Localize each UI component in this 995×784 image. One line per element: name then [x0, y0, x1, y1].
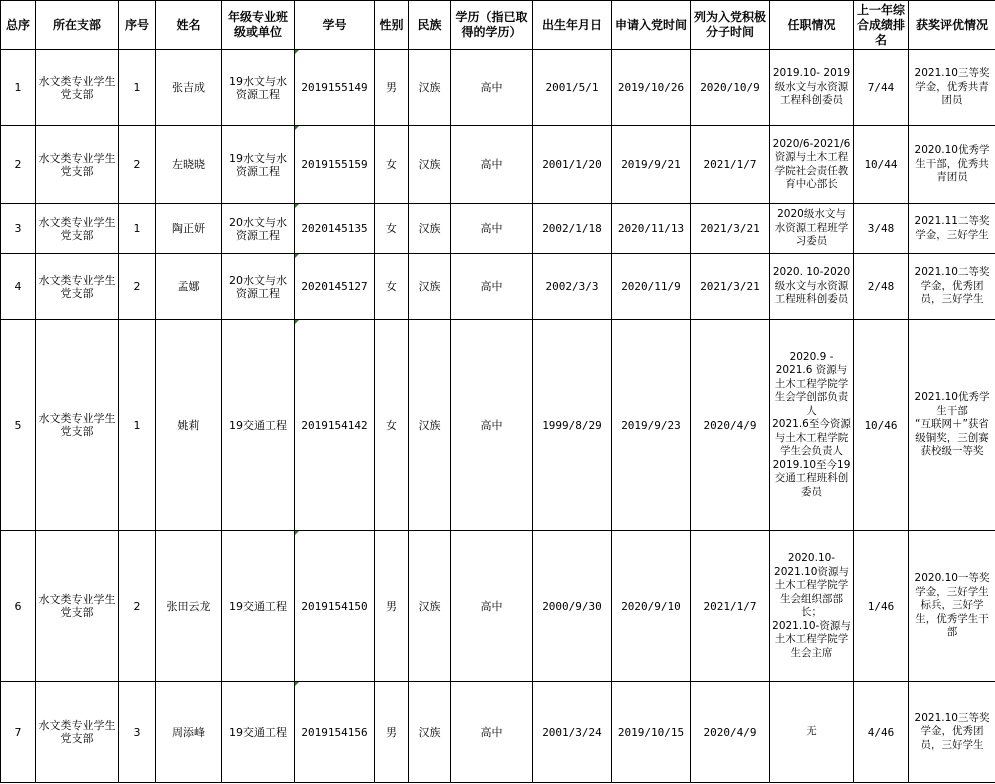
cell-edu: 高中	[451, 254, 533, 320]
cell-class: 19交通工程	[222, 682, 295, 783]
cell-class: 19交通工程	[222, 531, 295, 682]
cell-gender: 男	[375, 682, 409, 783]
cell-apply: 2019/10/15	[612, 682, 691, 783]
cell-edu: 高中	[451, 204, 533, 254]
cell-apply: 2019/9/21	[612, 126, 691, 204]
header-apply: 申请入党时间	[612, 1, 691, 50]
cell-post: 2020.9 - 2021.6 资源与土木工程学院学生会学创部负责人 2021.6至今资源与土木工程学院学生会负责人 2019.10至今19交通工程班科创委员	[770, 320, 854, 531]
cell-name: 周添峰	[156, 682, 222, 783]
cell-student-id: 2019154150	[295, 531, 375, 682]
cell-active: 2021/3/21	[691, 204, 770, 254]
header-award: 获奖评优情况	[909, 1, 995, 50]
header-active: 列为入党积极分子时间	[691, 1, 770, 50]
cell-name: 左晓晓	[156, 126, 222, 204]
cell-branch: 水文类专业学生党支部	[36, 682, 119, 783]
cell-edu: 高中	[451, 531, 533, 682]
cell-seq: 3	[119, 682, 156, 783]
cell-seq: 2	[119, 126, 156, 204]
cell-branch: 水文类专业学生党支部	[36, 531, 119, 682]
cell-active: 2020/10/9	[691, 50, 770, 126]
cell-total: 4	[1, 254, 36, 320]
cell-award: 2020.10一等奖学金，三好学生标兵，三好学生，优秀学生干部	[909, 531, 995, 682]
cell-award: 2021.11二等奖学金，三好学生	[909, 204, 995, 254]
cell-student-id: 2020145127	[295, 254, 375, 320]
cell-branch: 水文类专业学生党支部	[36, 254, 119, 320]
cell-student-id: 2019154142	[295, 320, 375, 531]
cell-name: 姚莉	[156, 320, 222, 531]
cell-post: 2020级水文与水资源工程班学习委员	[770, 204, 854, 254]
cell-edu: 高中	[451, 126, 533, 204]
cell-student-id: 2019155159	[295, 126, 375, 204]
cell-ethnic: 汉族	[409, 531, 451, 682]
cell-rank: 2/48	[854, 254, 909, 320]
table-row	[1, 50, 995, 126]
cell-active: 2020/4/9	[691, 320, 770, 531]
cell-gender: 女	[375, 320, 409, 531]
header-seq: 序号	[119, 1, 156, 50]
cell-student-id: 2019155149	[295, 50, 375, 126]
cell-post: 2020/6-2021/6资源与土木工程学院社会责任教育中心部长	[770, 126, 854, 204]
cell-apply: 2019/9/23	[612, 320, 691, 531]
cell-gender: 男	[375, 531, 409, 682]
cell-rank: 4/46	[854, 682, 909, 783]
cell-post: 无	[770, 682, 854, 783]
cell-name: 陶正妍	[156, 204, 222, 254]
cell-apply: 2020/9/10	[612, 531, 691, 682]
cell-ethnic: 汉族	[409, 126, 451, 204]
cell-seq: 1	[119, 204, 156, 254]
header-ethnic: 民族	[409, 1, 451, 50]
cell-class: 19水文与水资源工程	[222, 126, 295, 204]
cell-total: 1	[1, 50, 36, 126]
cell-ethnic: 汉族	[409, 50, 451, 126]
table-row	[1, 320, 995, 531]
cell-seq: 1	[119, 320, 156, 531]
cell-class: 20水文与水资源工程	[222, 204, 295, 254]
cell-class: 19水文与水资源工程	[222, 50, 295, 126]
cell-edu: 高中	[451, 50, 533, 126]
cell-award: 2021.10优秀学生干部 “互联网＋”获省级铜奖，三创赛获校级一等奖	[909, 320, 995, 531]
header-id: 学号	[295, 1, 375, 50]
cell-rank: 3/48	[854, 204, 909, 254]
cell-rank: 10/44	[854, 126, 909, 204]
header-name: 姓名	[156, 1, 222, 50]
header-row	[1, 1, 995, 50]
cell-total: 7	[1, 682, 36, 783]
cell-gender: 女	[375, 254, 409, 320]
cell-award: 2021.10三等奖学金，优秀团员，三好学生	[909, 682, 995, 783]
header-rank: 上一年综合成绩排名	[854, 1, 909, 50]
cell-apply: 2020/11/9	[612, 254, 691, 320]
cell-birth: 2001/3/24	[533, 682, 612, 783]
cell-name: 孟娜	[156, 254, 222, 320]
cell-total: 3	[1, 204, 36, 254]
header-post: 任职情况	[770, 1, 854, 50]
cell-branch: 水文类专业学生党支部	[36, 50, 119, 126]
cell-student-id: 2019154156	[295, 682, 375, 783]
cell-post: 2020. 10-2020级水文与水资源工程班科创委员	[770, 254, 854, 320]
cell-active: 2020/4/9	[691, 682, 770, 783]
table-row	[1, 531, 995, 682]
cell-birth: 2001/1/20	[533, 126, 612, 204]
cell-award: 2021.10三等奖学金，优秀共青团员	[909, 50, 995, 126]
cell-ethnic: 汉族	[409, 204, 451, 254]
cell-rank: 7/44	[854, 50, 909, 126]
cell-apply: 2019/10/26	[612, 50, 691, 126]
cell-student-id: 2020145135	[295, 204, 375, 254]
cell-rank: 1/46	[854, 531, 909, 682]
cell-gender: 男	[375, 50, 409, 126]
table-row	[1, 254, 995, 320]
cell-gender: 女	[375, 204, 409, 254]
cell-ethnic: 汉族	[409, 320, 451, 531]
cell-total: 6	[1, 531, 36, 682]
cell-birth: 2000/9/30	[533, 531, 612, 682]
header-gender: 性别	[375, 1, 409, 50]
cell-total: 5	[1, 320, 36, 531]
cell-edu: 高中	[451, 320, 533, 531]
cell-seq: 2	[119, 254, 156, 320]
table-row	[1, 682, 995, 783]
cell-class: 20水文与水资源工程	[222, 254, 295, 320]
cell-birth: 2001/5/1	[533, 50, 612, 126]
cell-rank: 10/46	[854, 320, 909, 531]
cell-seq: 2	[119, 531, 156, 682]
cell-ethnic: 汉族	[409, 682, 451, 783]
cell-active: 2021/1/7	[691, 126, 770, 204]
header-branch: 所在支部	[36, 1, 119, 50]
header-total: 总序	[1, 1, 36, 50]
cell-branch: 水文类专业学生党支部	[36, 320, 119, 531]
cell-award: 2021.10二等奖学金，优秀团员，三好学生	[909, 254, 995, 320]
header-birth: 出生年月日	[533, 1, 612, 50]
cell-branch: 水文类专业学生党支部	[36, 126, 119, 204]
header-class: 年级专业班级或单位	[222, 1, 295, 50]
cell-birth: 2002/3/3	[533, 254, 612, 320]
header-edu: 学历（指已取得的学历）	[451, 1, 533, 50]
cell-post: 2019.10- 2019级水文与水资源工程科创委员	[770, 50, 854, 126]
cell-ethnic: 汉族	[409, 254, 451, 320]
cell-gender: 女	[375, 126, 409, 204]
cell-birth: 1999/8/29	[533, 320, 612, 531]
cell-post: 2020.10-2021.10资源与土木工程学院学生会组织部部长； 2021.10-资源与土木工程学院学生会主席	[770, 531, 854, 682]
table-row	[1, 126, 995, 204]
cell-active: 2021/1/7	[691, 531, 770, 682]
cell-total: 2	[1, 126, 36, 204]
cell-apply: 2020/11/13	[612, 204, 691, 254]
cell-active: 2021/3/21	[691, 254, 770, 320]
cell-branch: 水文类专业学生党支部	[36, 204, 119, 254]
cell-class: 19交通工程	[222, 320, 295, 531]
cell-name: 张田云龙	[156, 531, 222, 682]
cell-seq: 1	[119, 50, 156, 126]
cell-name: 张吉成	[156, 50, 222, 126]
cell-birth: 2002/1/18	[533, 204, 612, 254]
cell-award: 2020.10优秀学生干部，优秀共青团员	[909, 126, 995, 204]
cell-edu: 高中	[451, 682, 533, 783]
table-row	[1, 204, 995, 254]
